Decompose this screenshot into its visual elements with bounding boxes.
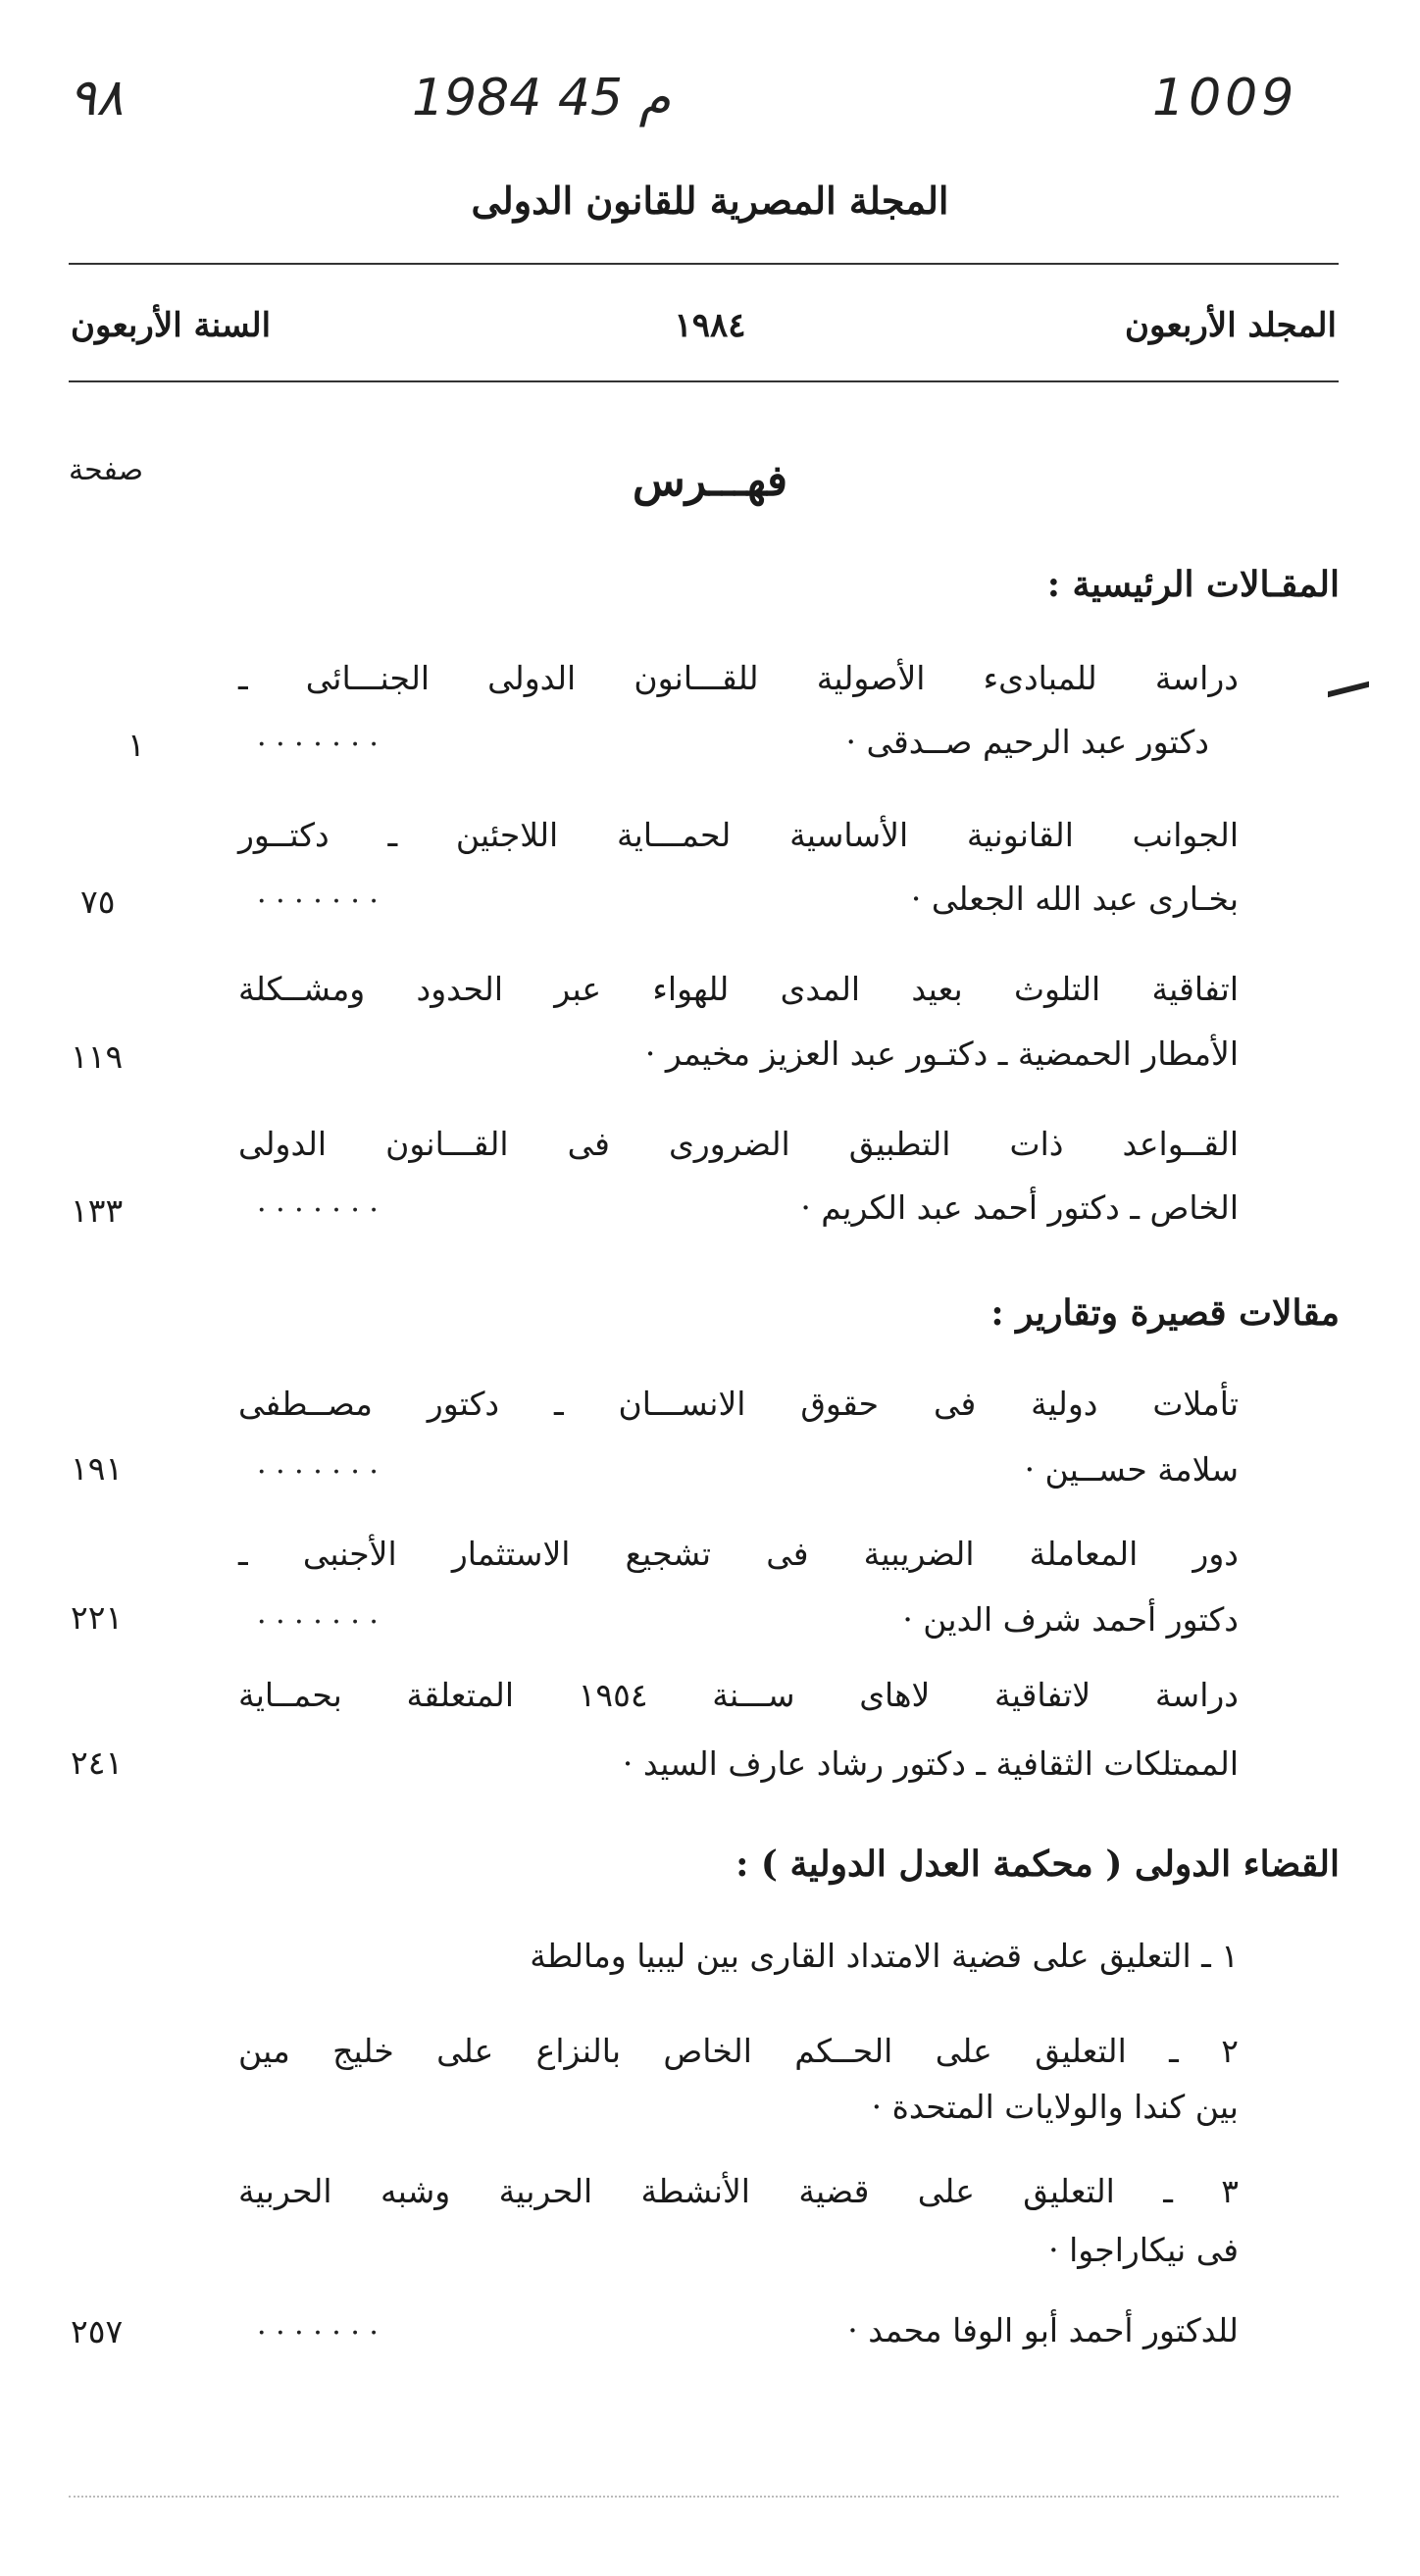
entry-title: دور المعاملة الضريبية فى تشجيع الاستثمار الأجنبى ـ [238, 1535, 1239, 1573]
entry-author: للدكتور أحمد أبو الوفا محمد · [847, 2311, 1239, 2349]
entry-author: دكتور عبد الرحيم صــدقى · [845, 723, 1209, 761]
margin-pen-mark [1328, 682, 1369, 697]
handwritten-accession-number: 1009 [1152, 69, 1298, 127]
toc-title: فهـــرس [633, 456, 787, 506]
scan-edge-speckle [69, 2496, 1339, 2498]
item-title-continued: فى نيكاراجوا · [1048, 2231, 1239, 2269]
entry-title: دراسة للمبادىء الأصولية للقـــانون الدولى الجنـــائى ـ [238, 659, 1239, 697]
section-title-short-articles: مقالات قصيرة وتقارير : [990, 1292, 1340, 1334]
entry-title: دراسة لاتفاقية لاهاى ســـنة ١٩٥٤ المتعلقة بحمــاية [238, 1676, 1239, 1714]
item-title: ١ ـ التعليق على قضية الامتداد القارى بين ليبيا ومالطة [530, 1937, 1239, 1975]
entry-author: الخاص ـ دكتور أحمد عبد الكريم · [800, 1188, 1239, 1227]
entry-page: ١١٩ [71, 1037, 124, 1076]
item-title: ٢ ـ التعليق على الحــكم الخاص بالنزاع على خليج مين [238, 2032, 1239, 2070]
entry-author: سلامة حســين · [1024, 1450, 1239, 1489]
dot-leader: · · · · · · · [257, 2316, 379, 2350]
series-year-label: السنة الأربعون [71, 306, 272, 345]
entry-page: ١ [127, 726, 145, 764]
entry-author: دكتور أحمد شرف الدين · [902, 1600, 1239, 1639]
entry-page: ١٣٣ [71, 1191, 124, 1230]
dot-leader: · · · · · · · [257, 1605, 379, 1640]
entry-author: الأمطار الحمضية ـ دكتـور عبد العزيز مخيمر · [644, 1035, 1239, 1073]
dot-leader: · · · · · · · [257, 1455, 379, 1490]
entry-author: بخـارى عبد الله الجعلى · [910, 880, 1239, 918]
section-title-main-articles: المقـالات الرئيسية : [1046, 564, 1340, 605]
handwritten-date: 1984 م 45 [412, 69, 671, 127]
dot-leader: · · · · · · · [257, 1193, 379, 1228]
entry-page: ٢٢١ [71, 1598, 124, 1637]
dot-leader: · · · · · · · [257, 728, 379, 762]
handwritten-page-number: ٩٨ [69, 69, 124, 127]
page-column-label: صفحة [69, 453, 144, 487]
entry-page: ٢٥٧ [71, 2312, 124, 2350]
volume-label: المجلد الأربعون [1124, 306, 1337, 345]
top-divider [69, 263, 1339, 265]
item-title-continued: بين كندا والولايات المتحدة · [871, 2088, 1239, 2126]
entry-author: الممتلكات الثقافية ـ دكتور رشاد عارف السيد · [622, 1744, 1239, 1783]
entry-page: ٢٤١ [71, 1743, 124, 1782]
entry-page: ١٩١ [71, 1449, 124, 1488]
entry-page: ٧٥ [80, 883, 116, 921]
entry-title: القــواعد ذات التطبيق الضرورى فى القـــانون الدولى [238, 1125, 1239, 1163]
year-label: ١٩٨٤ [674, 306, 746, 345]
section-title-international-court: القضاء الدولى ( محكمة العدل الدولية ) : [735, 1844, 1340, 1885]
journal-title: المجلة المصرية للقانون الدولى [471, 178, 949, 223]
entry-title: تأملات دولية فى حقوق الانســـان ـ دكتور مصــطفى [238, 1385, 1239, 1423]
item-title: ٣ ـ التعليق على قضية الأنشطة الحربية وشبه الحربية [238, 2172, 1239, 2210]
entry-title: الجوانب القانونية الأساسية لحمـــاية اللاجئين ـ دكتــور [238, 816, 1239, 854]
bottom-divider [69, 380, 1339, 382]
entry-title: اتفاقية التلوث بعيد المدى للهواء عبر الحدود ومشــكلة [238, 970, 1239, 1008]
dot-leader: · · · · · · · [257, 884, 379, 919]
